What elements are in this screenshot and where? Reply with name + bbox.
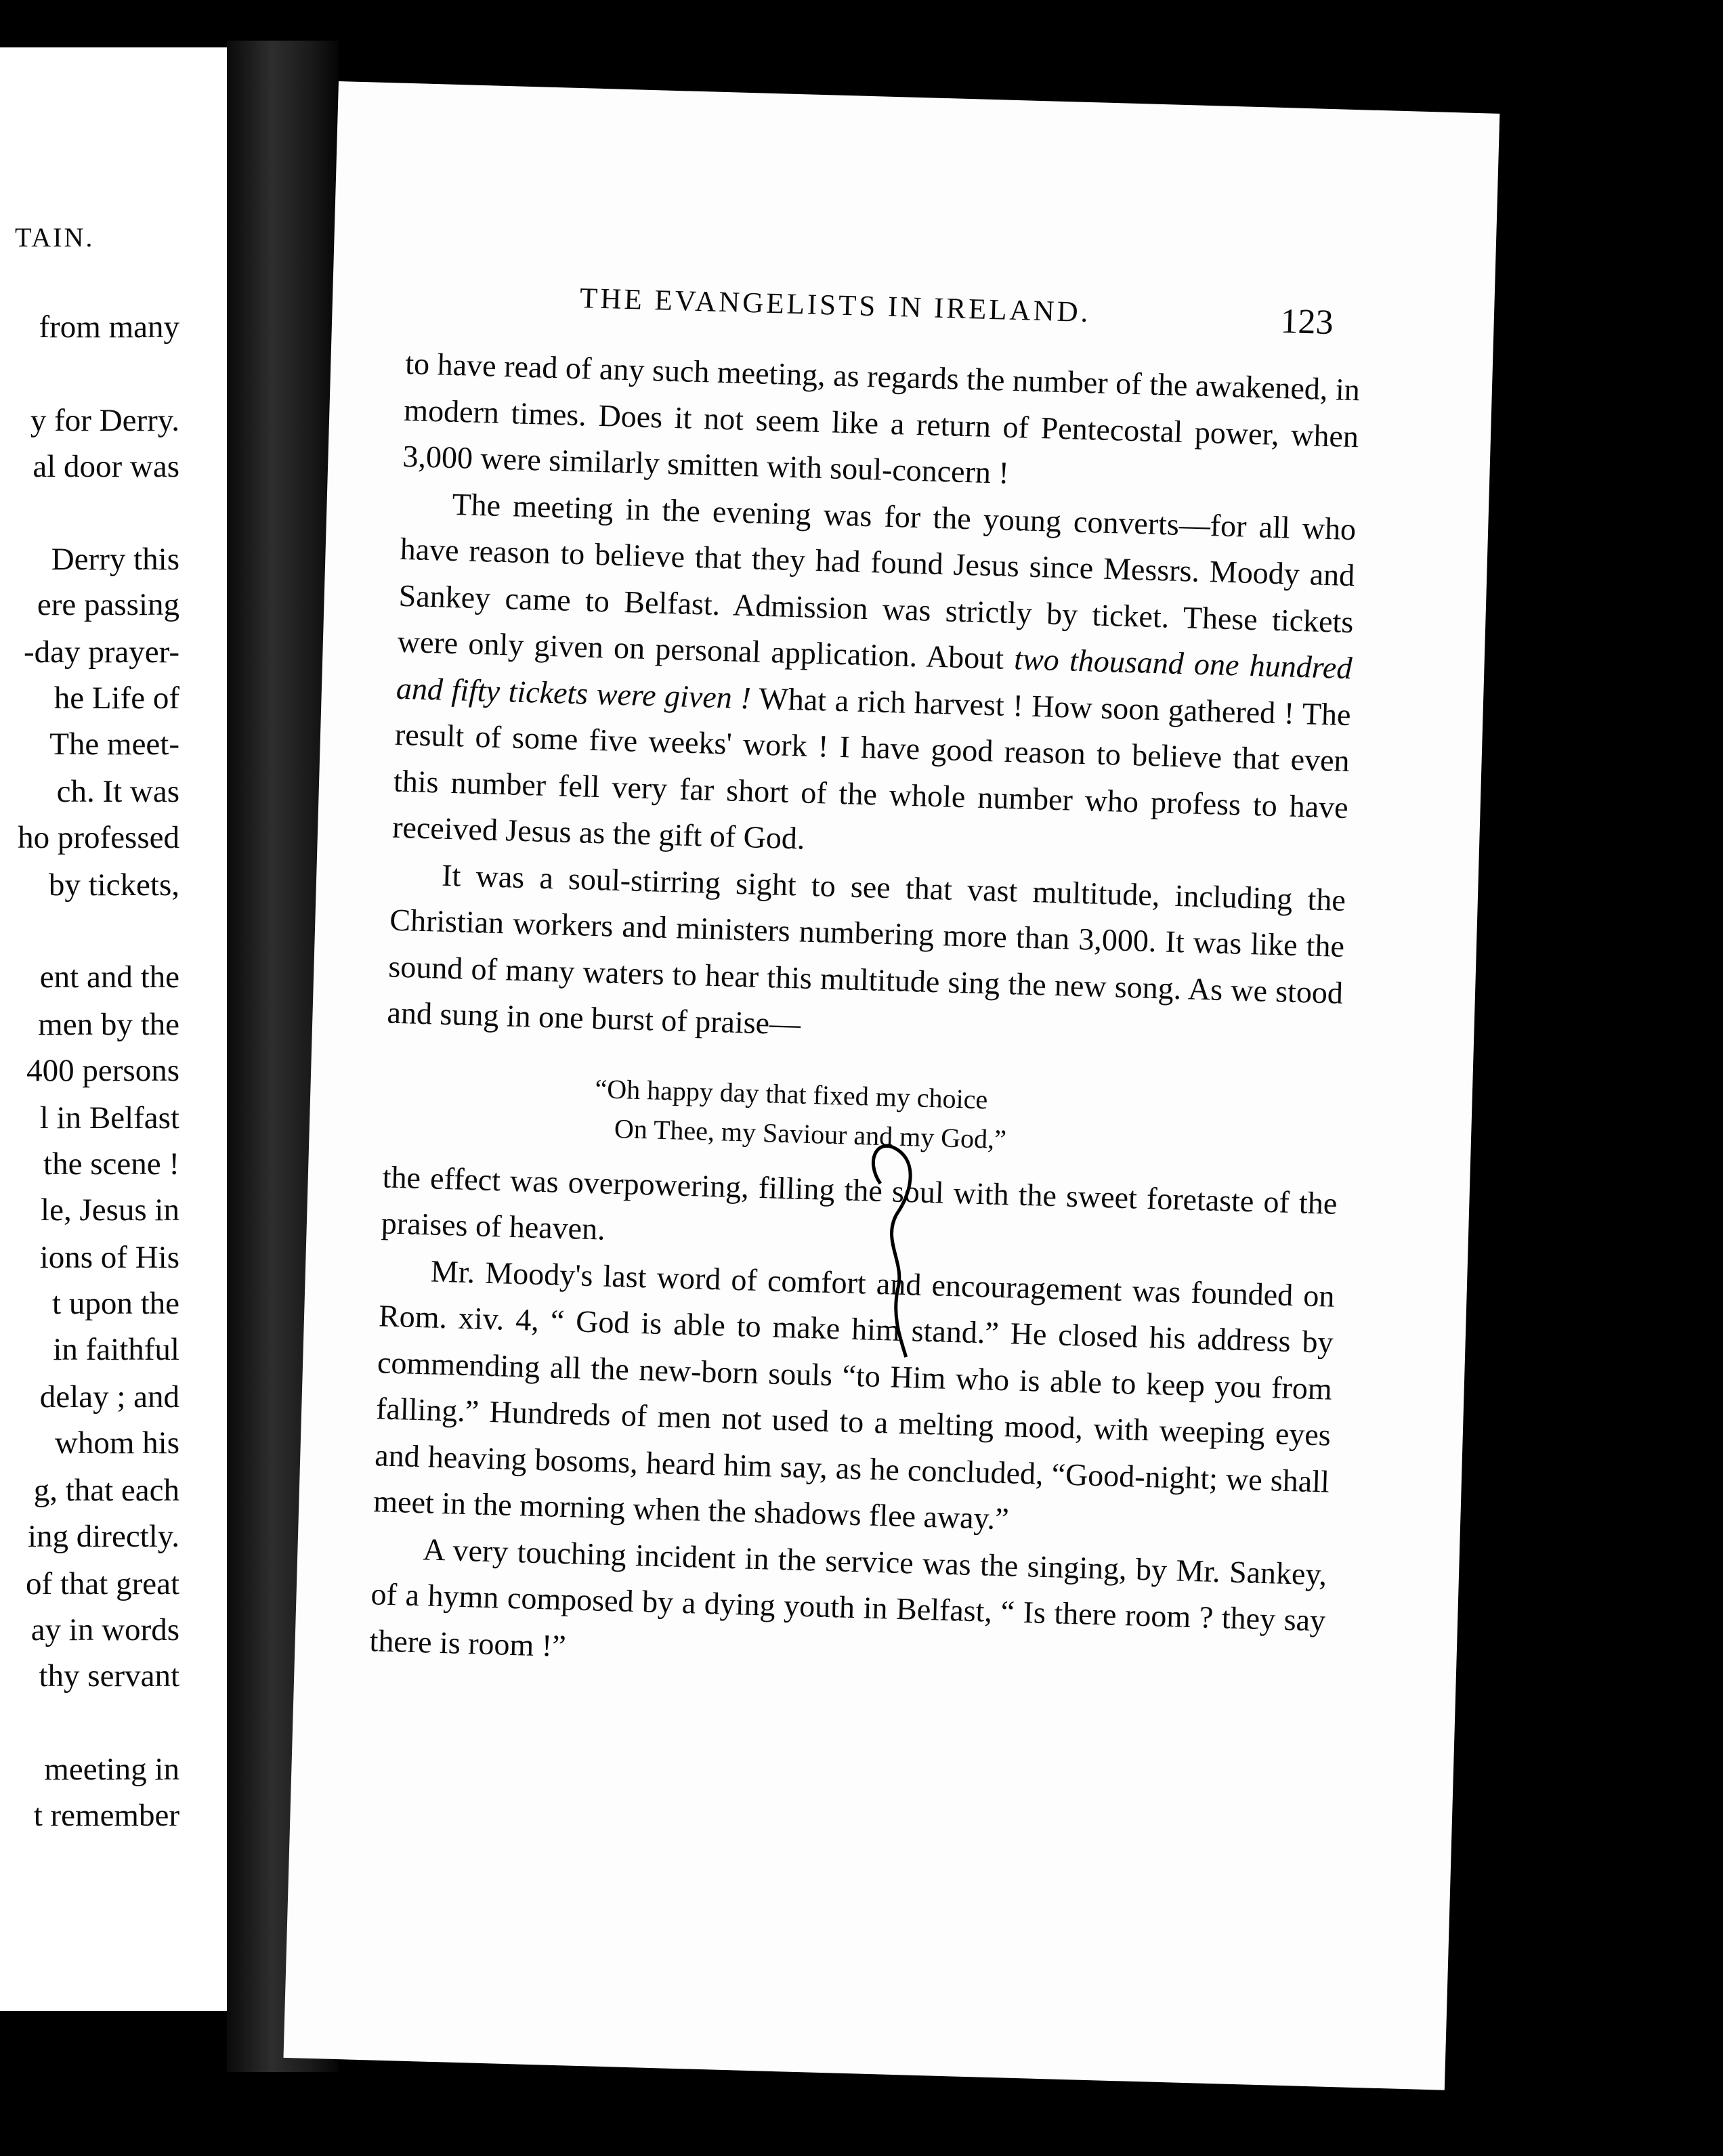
left-page-line: 400 persons — [26, 1053, 179, 1088]
left-page-line: ent and the — [39, 960, 179, 995]
left-page-line: delay ; and — [39, 1379, 179, 1415]
left-page-line: y for Derry. — [30, 403, 179, 438]
right-page — [283, 81, 1499, 2090]
text-span: The meeting in the evening was for the young converts—for all who have reason to believe that they had found Jesus since Messrs. Moody and Sankey came to Belfast. Admission was strictly by ticket. These tickets were only given on personal application. About — [397, 486, 1357, 676]
left-page-line: t remember — [33, 1798, 179, 1833]
left-page-line: The meet- — [49, 727, 179, 762]
left-page-line: ay in words — [30, 1612, 179, 1647]
left-page-line: al door was — [33, 449, 179, 484]
left-page-line: the scene ! — [43, 1146, 179, 1182]
left-page-line: le, Jesus in — [41, 1192, 179, 1228]
quote-line: On Thee, my Saviour and my God,” — [614, 1113, 1007, 1155]
running-header: THE EVANGELISTS IN IRELAND. — [579, 282, 1092, 329]
left-page-line: t upon the — [52, 1286, 179, 1321]
left-page-line: -day prayer- — [24, 634, 179, 670]
left-page-line: of that great — [25, 1566, 179, 1601]
left-page-line: l in Belfast — [39, 1100, 179, 1136]
paragraph: Mr. Moody's last word of comfort and encouragement was founded on Rom. xiv. 4, “ God is able to make him stand.” He closed his address by commending all the new-born souls “to Him who is able to keep you from falling.” Hundreds of men not used to a melting mood, with weeping eyes and heaving bosoms, heard him say, as he concluded, “Good-night; we shall meet in the morning when the shadows flee away.” — [373, 1253, 1336, 1536]
left-page-line: thy servant — [39, 1658, 179, 1694]
left-page-line: meeting in — [44, 1752, 179, 1787]
page-number: 123 — [1279, 301, 1334, 343]
quote-line: “Oh happy day that fixed my choice — [594, 1073, 988, 1115]
left-page-line: Derry this — [51, 542, 179, 577]
paragraph: A very touching incident in the service was the singing, by Mr. Sankey, of a hymn composed by a dying youth in Belfast, “ Is there room ? they say there is room !” — [369, 1531, 1327, 1663]
text-span: What a rich harvest ! How soon gathered ! The result of some five weeks' work ! I have good reason to believe that even this number fell very far short of the whole number who profess to have received Jesus as the gift of God. — [391, 680, 1352, 856]
pen-annotation-mark — [283, 81, 1499, 2090]
left-page-line: ing directly. — [27, 1519, 179, 1554]
paragraph: to have read of any such meeting, as regards the number of the awakened, in modern times. Does it not seem like a return of Pentecostal power, when 3,000 were similarly smitten with soul-concern ! — [402, 345, 1361, 490]
left-page-line: whom his — [54, 1425, 179, 1461]
left-page-line: ions of His — [39, 1240, 179, 1275]
left-page-line: in faithful — [53, 1332, 179, 1367]
left-page-line: g, that each — [33, 1473, 179, 1508]
left-page — [0, 47, 227, 2011]
left-running-header: TAIN. — [15, 222, 95, 253]
left-page-line: by tickets, — [48, 867, 179, 903]
italic-text: two thousand one hundred and fifty tickets were given ! — [396, 641, 1353, 715]
left-page-line: men by the — [38, 1007, 179, 1042]
paragraph: It was a soul-stirring sight to see that vast multitude, including the Christian workers and ministers numbering more than 3,000. It was like the sound of many waters to hear this multitude sing the new song. As we stood and sung in one burst of praise— — [386, 857, 1346, 1041]
left-page-line: ch. It was — [56, 774, 179, 809]
left-page-line: ho professed — [18, 820, 179, 855]
left-page-line: from many — [39, 309, 179, 345]
left-page-line: he Life of — [54, 681, 179, 716]
paragraph: the effect was overpowering, filling the soul with the sweet foretaste of the praises of heaven. — [381, 1159, 1338, 1247]
left-page-line: ere passing — [37, 587, 179, 622]
